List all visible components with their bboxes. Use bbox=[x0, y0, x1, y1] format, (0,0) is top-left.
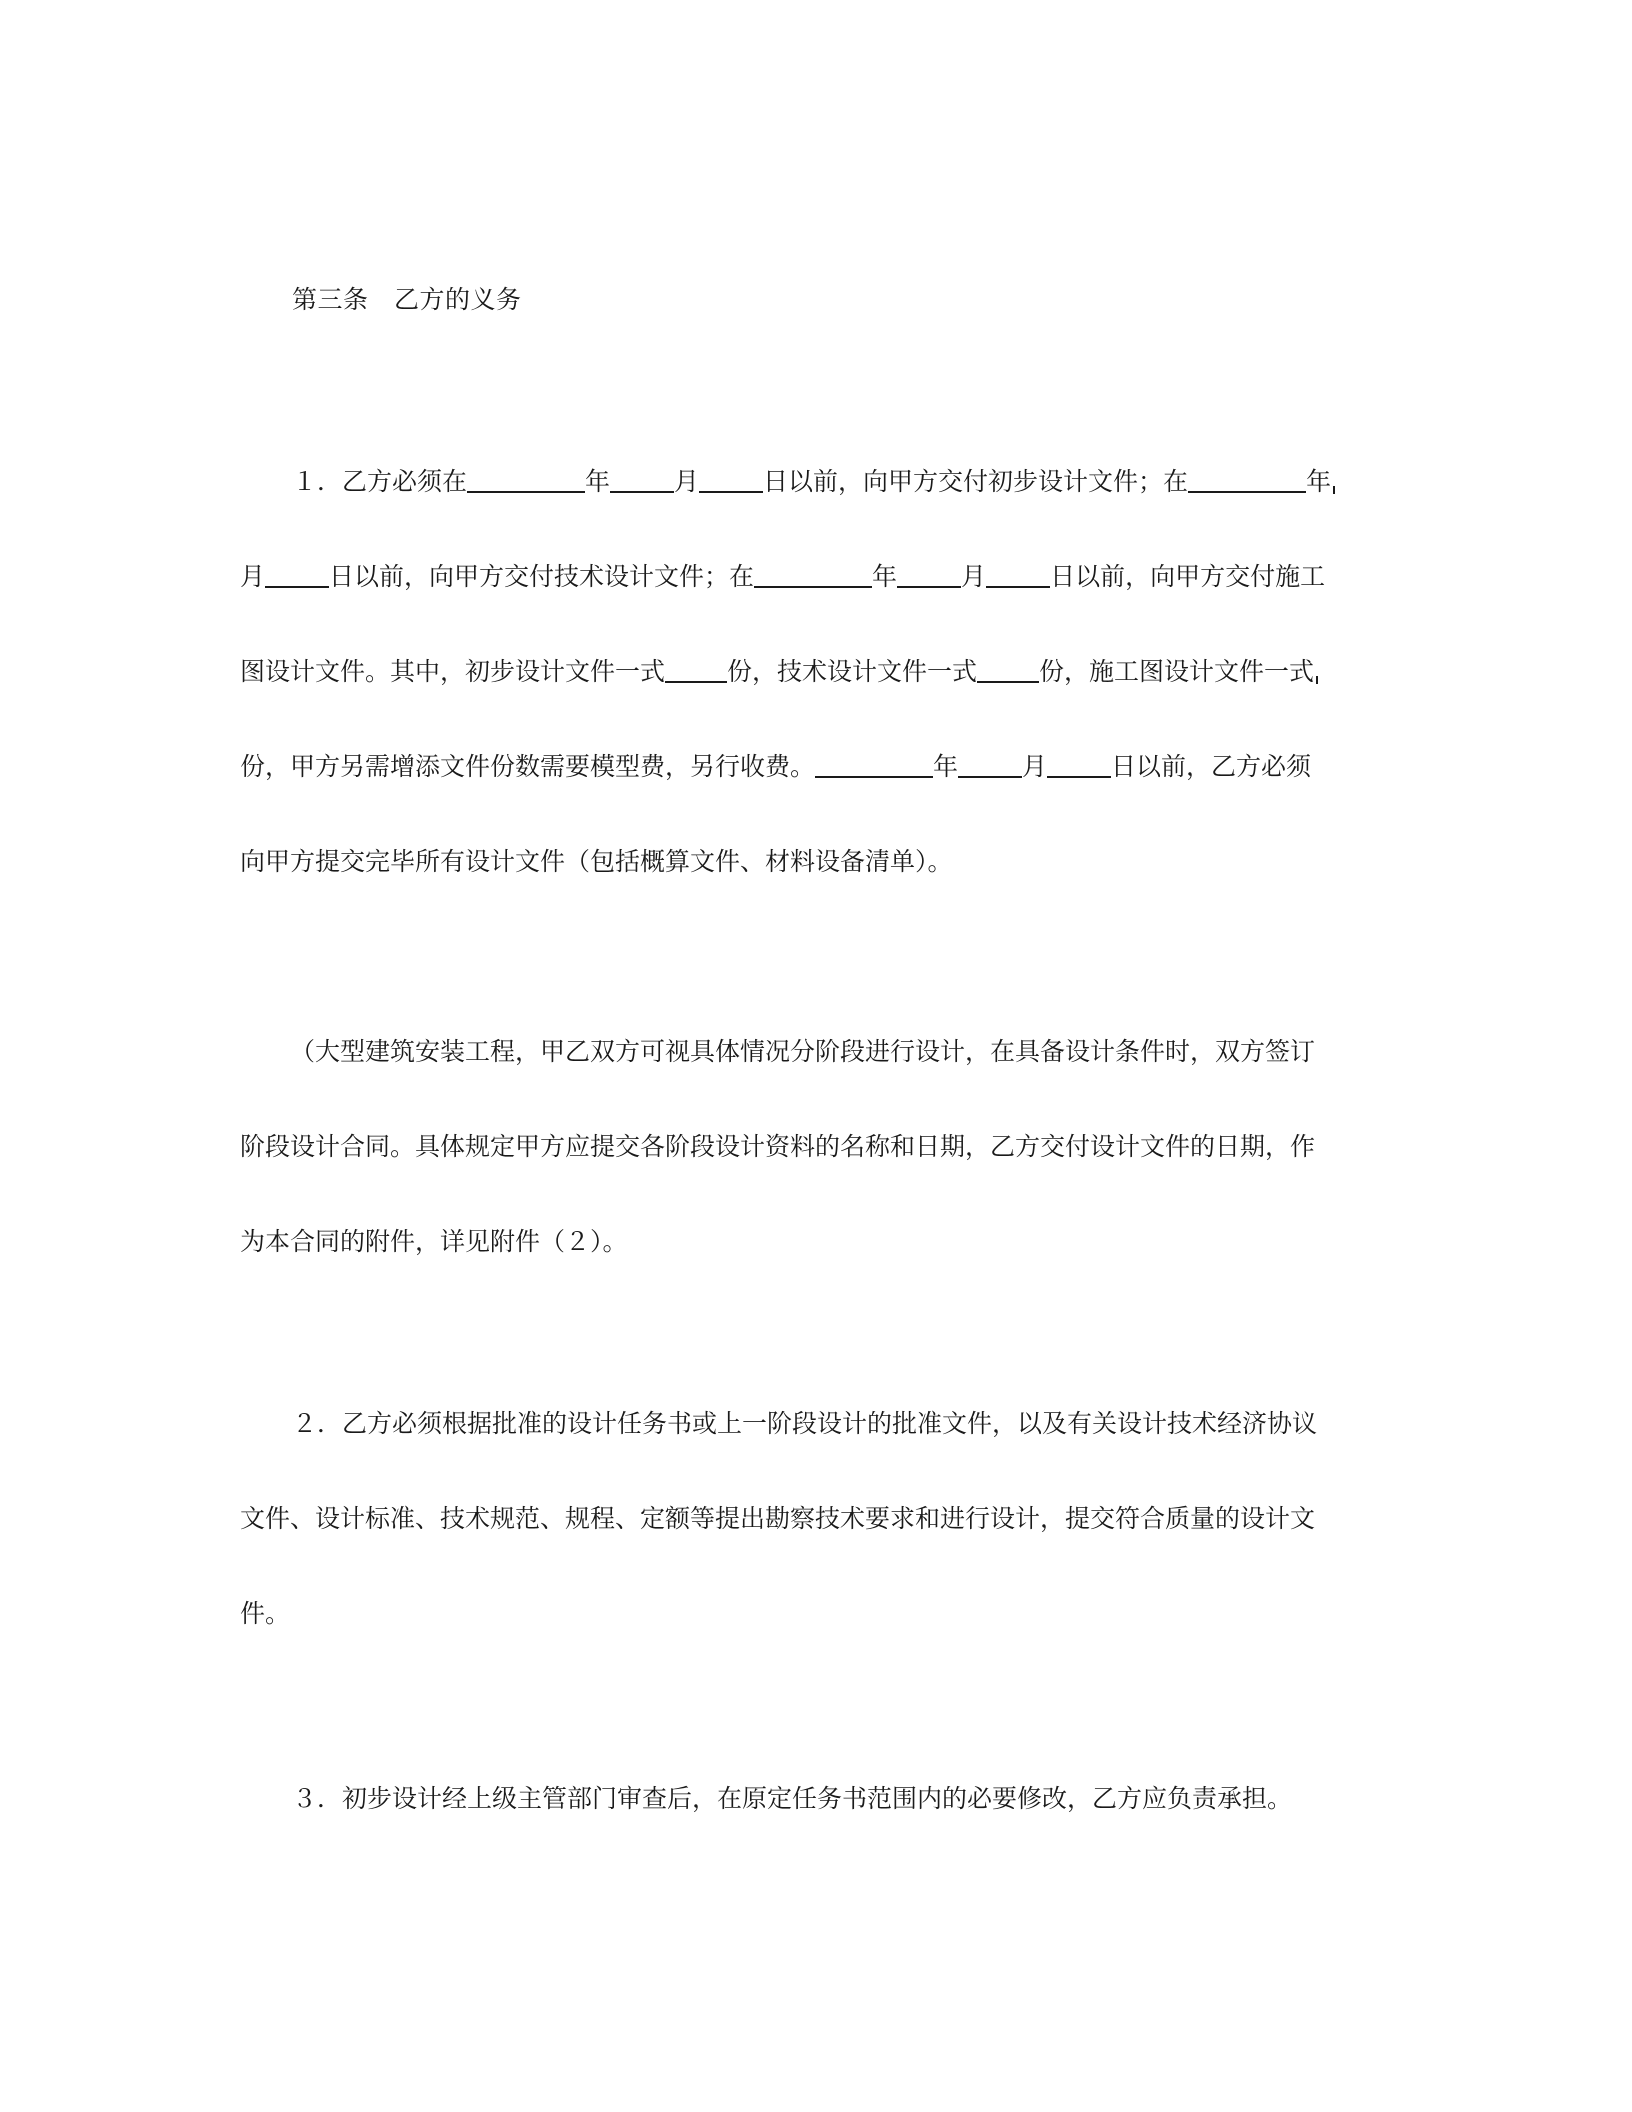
day-blank[interactable] bbox=[265, 562, 329, 588]
item1-line1 bbox=[292, 462, 1432, 502]
article-heading: 第三条 乙方的义务 bbox=[292, 285, 522, 314]
day-blank[interactable] bbox=[1047, 752, 1111, 778]
item1-line4 bbox=[240, 747, 1380, 787]
item1-line3 bbox=[240, 652, 1380, 692]
item1-text: 图设计文件。其中，初步设计文件一式 bbox=[240, 657, 666, 686]
item3-line1: ３．初步设计经上级主管部门审查后，在原定任务书范围内的必要修改，乙方应负责承担。 bbox=[292, 1784, 1293, 1813]
note-line3: 为本合同的附件，详见附件（２）。 bbox=[240, 1227, 628, 1256]
day-blank[interactable] bbox=[699, 467, 763, 493]
item1-line2 bbox=[240, 557, 1380, 597]
item2-line1: ２．乙方必须根据批准的设计任务书或上一阶段设计的批准文件，以及有关设计技术经济协议 bbox=[292, 1409, 1318, 1438]
item1-text: 份，施工图设计文件一式 bbox=[1039, 657, 1315, 686]
year-blank[interactable] bbox=[815, 752, 933, 778]
year-blank[interactable] bbox=[1188, 467, 1306, 493]
copies-blank[interactable] bbox=[977, 657, 1039, 683]
month-label: 月 bbox=[240, 562, 266, 591]
year-blank[interactable] bbox=[467, 467, 585, 493]
item1-text: 份，甲方另需增添文件份数需要模型费，另行收费。 bbox=[240, 752, 816, 781]
edge-mark bbox=[1333, 486, 1335, 494]
item2-line2: 文件、设计标准、技术规范、规程、定额等提出勘察技术要求和进行设计，提交符合质量的设计文 bbox=[240, 1504, 1316, 1533]
year-label: 年 bbox=[1306, 467, 1332, 496]
year-blank[interactable] bbox=[754, 562, 872, 588]
item1-text: １．乙方必须在 bbox=[292, 467, 468, 496]
year-label: 年 bbox=[585, 467, 611, 496]
item1-text: 份，技术设计文件一式 bbox=[727, 657, 978, 686]
month-blank[interactable] bbox=[958, 752, 1022, 778]
item1-line5: 向甲方提交完毕所有设计文件（包括概算文件、材料设备清单）。 bbox=[240, 847, 953, 876]
note-line2: 阶段设计合同。具体规定甲方应提交各阶段设计资料的名称和日期，乙方交付设计文件的日期，作 bbox=[240, 1132, 1316, 1161]
item1-text: 日以前，乙方必须 bbox=[1111, 752, 1312, 781]
note-line1: （大型建筑安装工程，甲乙双方可视具体情况分阶段进行设计，在具备设计条件时，双方签订 bbox=[290, 1037, 1316, 1066]
item2-line3: 件。 bbox=[240, 1599, 291, 1628]
day-blank[interactable] bbox=[986, 562, 1050, 588]
edge-mark bbox=[1316, 676, 1318, 684]
year-label: 年 bbox=[933, 752, 959, 781]
month-blank[interactable] bbox=[610, 467, 674, 493]
month-label: 月 bbox=[961, 562, 987, 591]
month-label: 月 bbox=[674, 467, 700, 496]
item1-text: 日以前，向甲方交付技术设计文件；在 bbox=[329, 562, 755, 591]
month-blank[interactable] bbox=[897, 562, 961, 588]
month-label: 月 bbox=[1022, 752, 1048, 781]
item1-text: 日以前，向甲方交付初步设计文件；在 bbox=[763, 467, 1189, 496]
item1-text: 日以前，向甲方交付施工 bbox=[1050, 562, 1326, 591]
copies-blank[interactable] bbox=[665, 657, 727, 683]
year-label: 年 bbox=[872, 562, 898, 591]
